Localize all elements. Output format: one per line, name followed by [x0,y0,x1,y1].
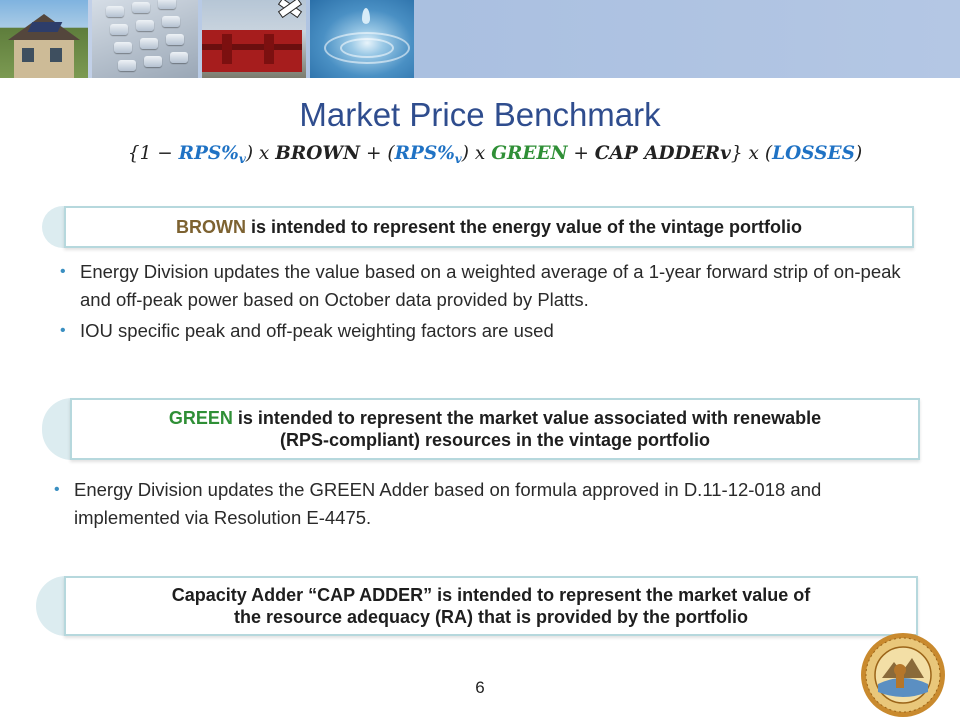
list-item [52,258,912,313]
green-definition-box [70,398,920,460]
brown-bullet-list [52,258,912,345]
header-banner [0,0,960,78]
formula-sub-1: v [238,152,246,166]
water-drop-photo [310,0,414,78]
california-puc-seal-icon [860,632,946,718]
house-solar-photo [0,0,88,78]
brown-definition-box [64,206,914,248]
list-item [46,476,886,531]
slide-title: Market Price Benchmark [299,96,661,133]
formula-sub-2: v [454,152,462,166]
formula-close: } x ( [730,143,773,164]
green-keyword: GREEN [168,408,233,428]
bullet-icon: • [54,481,60,498]
list-item [52,317,912,345]
formula-brown: BROWN [275,143,361,164]
formula-rps-1: RPS% [178,143,239,164]
bullet-text: Energy Division updates the value based on a weighted average of a 1-year forward strip of on-peak and off-peak power based on October data provided by Platts. [80,261,901,310]
formula-losses: LOSSES [772,143,855,164]
train-crossing-photo [202,0,306,78]
page-number: 6 [475,678,485,697]
brown-definition: is intended to represent the energy value of the vintage portfolio [245,217,803,237]
formula-mid-1: ) x [245,143,276,164]
bullet-text: Energy Division updates the GREEN Adder based on formula approved in D.11-12-018 and implemented via Resolution E-4475. [74,479,822,528]
formula-cap-adder: CAP ADDERv [594,143,731,164]
green-definition-line-2: (RPS-compliant) resources in the vintage portfolio [279,430,711,450]
formula-end: ) [854,143,863,164]
bullet-icon: • [60,263,66,280]
capacity-section-header [36,576,918,636]
formula-rps-2: RPS% [394,143,455,164]
green-definition-line-1: is intended to represent the market value associated with renewable [232,408,822,428]
bullet-icon: • [60,322,66,339]
capacity-definition-box [64,576,918,636]
formula-green: GREEN [491,143,568,164]
formula-plus-2: + [567,143,595,164]
phone-keypad-photo [92,0,198,78]
formula-plus-1: + ( [360,143,395,164]
brown-keyword: BROWN [175,217,246,237]
bullet-text: IOU specific peak and off-peak weighting factors are used [80,320,554,341]
green-section-header [42,398,920,460]
brown-section-header [42,206,914,248]
green-bullet-list [46,476,886,531]
formula-open: {1 − [127,143,179,164]
capacity-definition-line-2: the resource adequacy (RA) that is provided by the portfolio [233,607,749,627]
capacity-definition-line-1: Capacity Adder “CAP ADDER” is intended to represent the market value of [171,585,811,605]
benchmark-formula [60,143,930,166]
formula-mid-2: ) x [461,143,492,164]
